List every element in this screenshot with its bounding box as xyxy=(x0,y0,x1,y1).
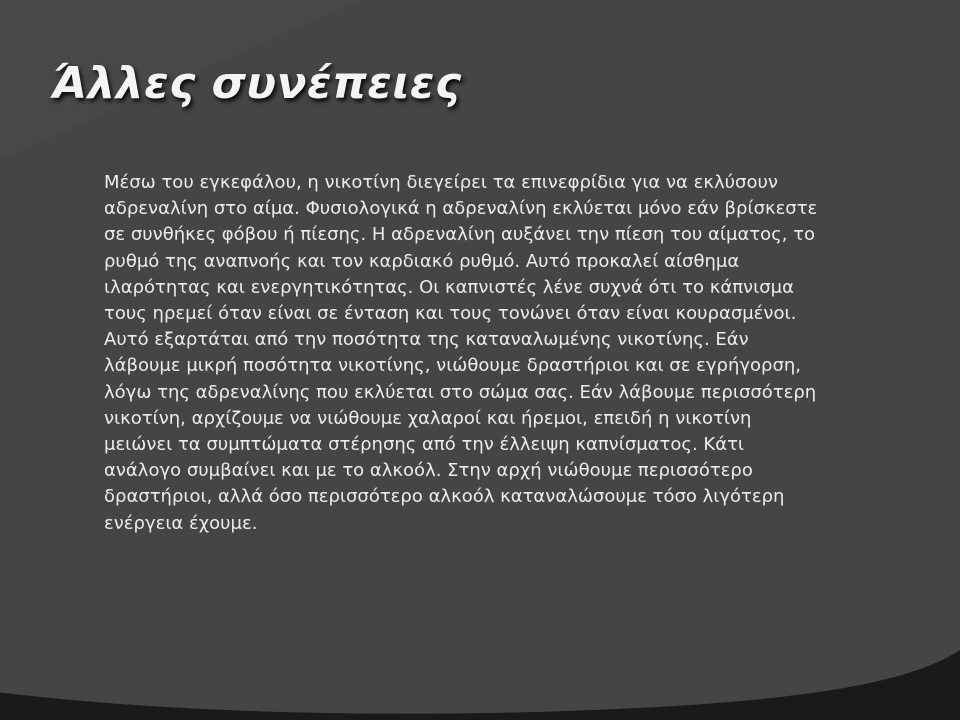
slide-title: Άλλες συνέπειες xyxy=(52,58,462,109)
slide-body-text: Μέσω του εγκεφάλου, η νικοτίνη διεγείρει τα επινεφρίδια για να εκλύσουν αδρεναλίνη στο αίμα. Φυσιολογικά η αδρεναλίνη εκλύεται μόνο εάν βρίσκεστε σε συνθήκες φόβου ή πίεσης. Η αδρεναλίνη αυξάνει την πίεση του αίματος, το ρυθμό της αναπνοής και τον καρδιακό ρυθμό. Αυτό προκαλεί αίσθημα ιλαρότητας και ενεργητικότητας. Οι καπνιστές λένε συχνά ότι το κάπνισμα τους ηρεμεί όταν είναι σε ένταση και τους τονώνει όταν είναι κουρασμένοι. Αυτό εξαρτάται από την ποσότητα της καταναλωμένης νικοτίνης. Εάν λάβουμε μικρή ποσότητα νικοτίνης, νιώθουμε δραστήριοι και σε εγρήγορση, λόγω της αδρεναλίνης που εκλύεται στο σώμα σας. Εάν λάβουμε περισσότερη νικοτίνη, αρχίζουμε να νιώθουμε χαλαροί και ήρεμοι, επειδή η νικοτίνη μειώνει τα συμπτώματα στέρησης από την έλλειψη καπνίσματος. Κάτι ανάλογο συμβαίνει και με το αλκοόλ. Στην αρχή νιώθουμε περισσότερο δραστήριοι, αλλά όσο περισσότερο αλκοόλ καταναλώσουμε τόσο λιγότερη ενέργεια έχουμε. xyxy=(104,172,818,534)
